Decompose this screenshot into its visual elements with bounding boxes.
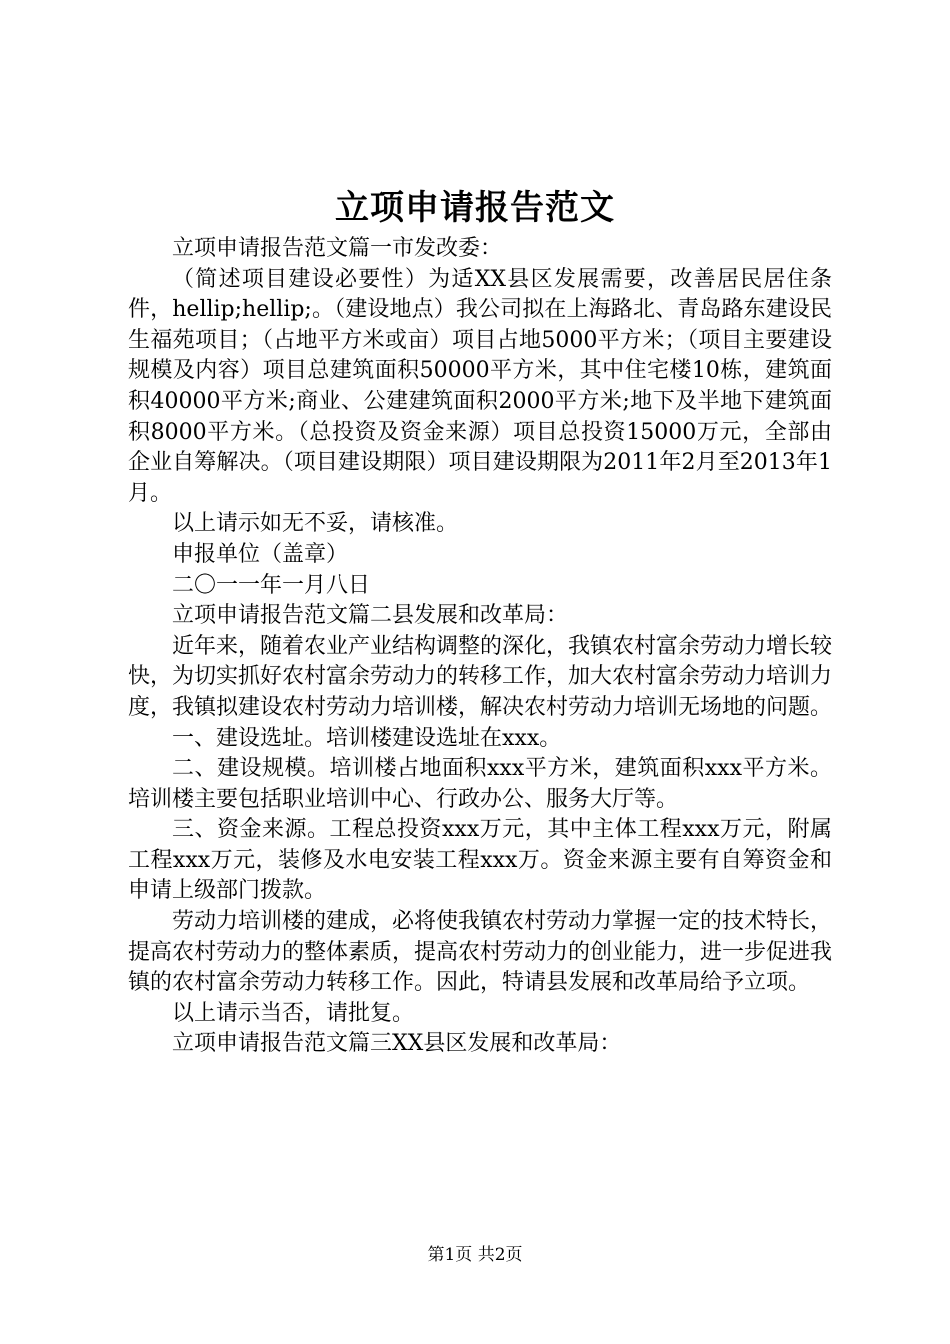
paragraph-background: 近年来，随着农业产业结构调整的深化，我镇农村富余劳动力增长较快，为切实抓好农村富余劳动力的转移工作，加大农村富余劳动力培训力度，我镇拟建设农村劳动力培训楼，解决农村劳动力培训无场地的问题。 — [128, 633, 833, 720]
document-body — [128, 234, 832, 1060]
paragraph-site-selection: 一、建设选址。培训楼建设选址在xxx。 — [172, 725, 562, 751]
paragraph-funding-source: 三、资金来源。工程总投资xxx万元，其中主体工程xxx万元，附属工程xxx万元，装修及水电安装工程xxx万。资金来源主要有自筹资金和申请上级部门拨款。 — [128, 817, 832, 904]
paragraph-request-approval: 以上请示如无不妥，请核准。 — [172, 511, 459, 537]
paragraph-applicant-unit: 申报单位（盖章） — [172, 541, 349, 567]
paragraph-construction-scale: 二、建设规模。培训楼占地面积xxx平方米，建筑面积xxx平方米。培训楼主要包括职业培训中心、行政办公、服务大厅等。 — [128, 756, 832, 812]
paragraph-project-description: （简述项目建设必要性）为适XX县区发展需要，改善居民居住条件，hellip;hellip;。（建设地点）我公司拟在上海路北、青岛路东建设民生福苑项目；（占地平方米或亩）项目占地5000平方米；（项目主要建设规模及内容）项目总建筑面积50000平方米，其中住宅楼10栋，建筑面积40000平方米;商业、公建建筑面积2000平方米;地下及半地下建筑面积8000平方米。（总投资及资金来源）项目总投资15000万元，全部由企业自筹解决。（项目建设期限）项目建设期限为2011年2月至2013年1月。 — [128, 266, 832, 506]
paragraph-benefits: 劳动力培训楼的建成，必将使我镇农村劳动力掌握一定的技术特长，提高农村劳动力的整体素质，提高农村劳动力的创业能力，进一步促进我镇的农村富余劳动力转移工作。因此，特请县发展和改革局给予立项。 — [128, 909, 833, 996]
paragraph-date: 二〇一一年一月八日 — [172, 572, 371, 598]
paragraph-request-reply: 以上请示当否，请批复。 — [172, 1000, 415, 1026]
document-title: 立项申请报告范文 — [335, 188, 615, 228]
paragraph-greeting-3: 立项申请报告范文篇三XX县区发展和改革局： — [172, 1031, 622, 1057]
paragraph-greeting-2: 立项申请报告范文篇二县发展和改革局： — [172, 603, 569, 629]
paragraph-greeting-1: 立项申请报告范文篇一市发改委： — [172, 236, 503, 261]
page-number-footer: 第1页 共2页 — [427, 1245, 523, 1265]
